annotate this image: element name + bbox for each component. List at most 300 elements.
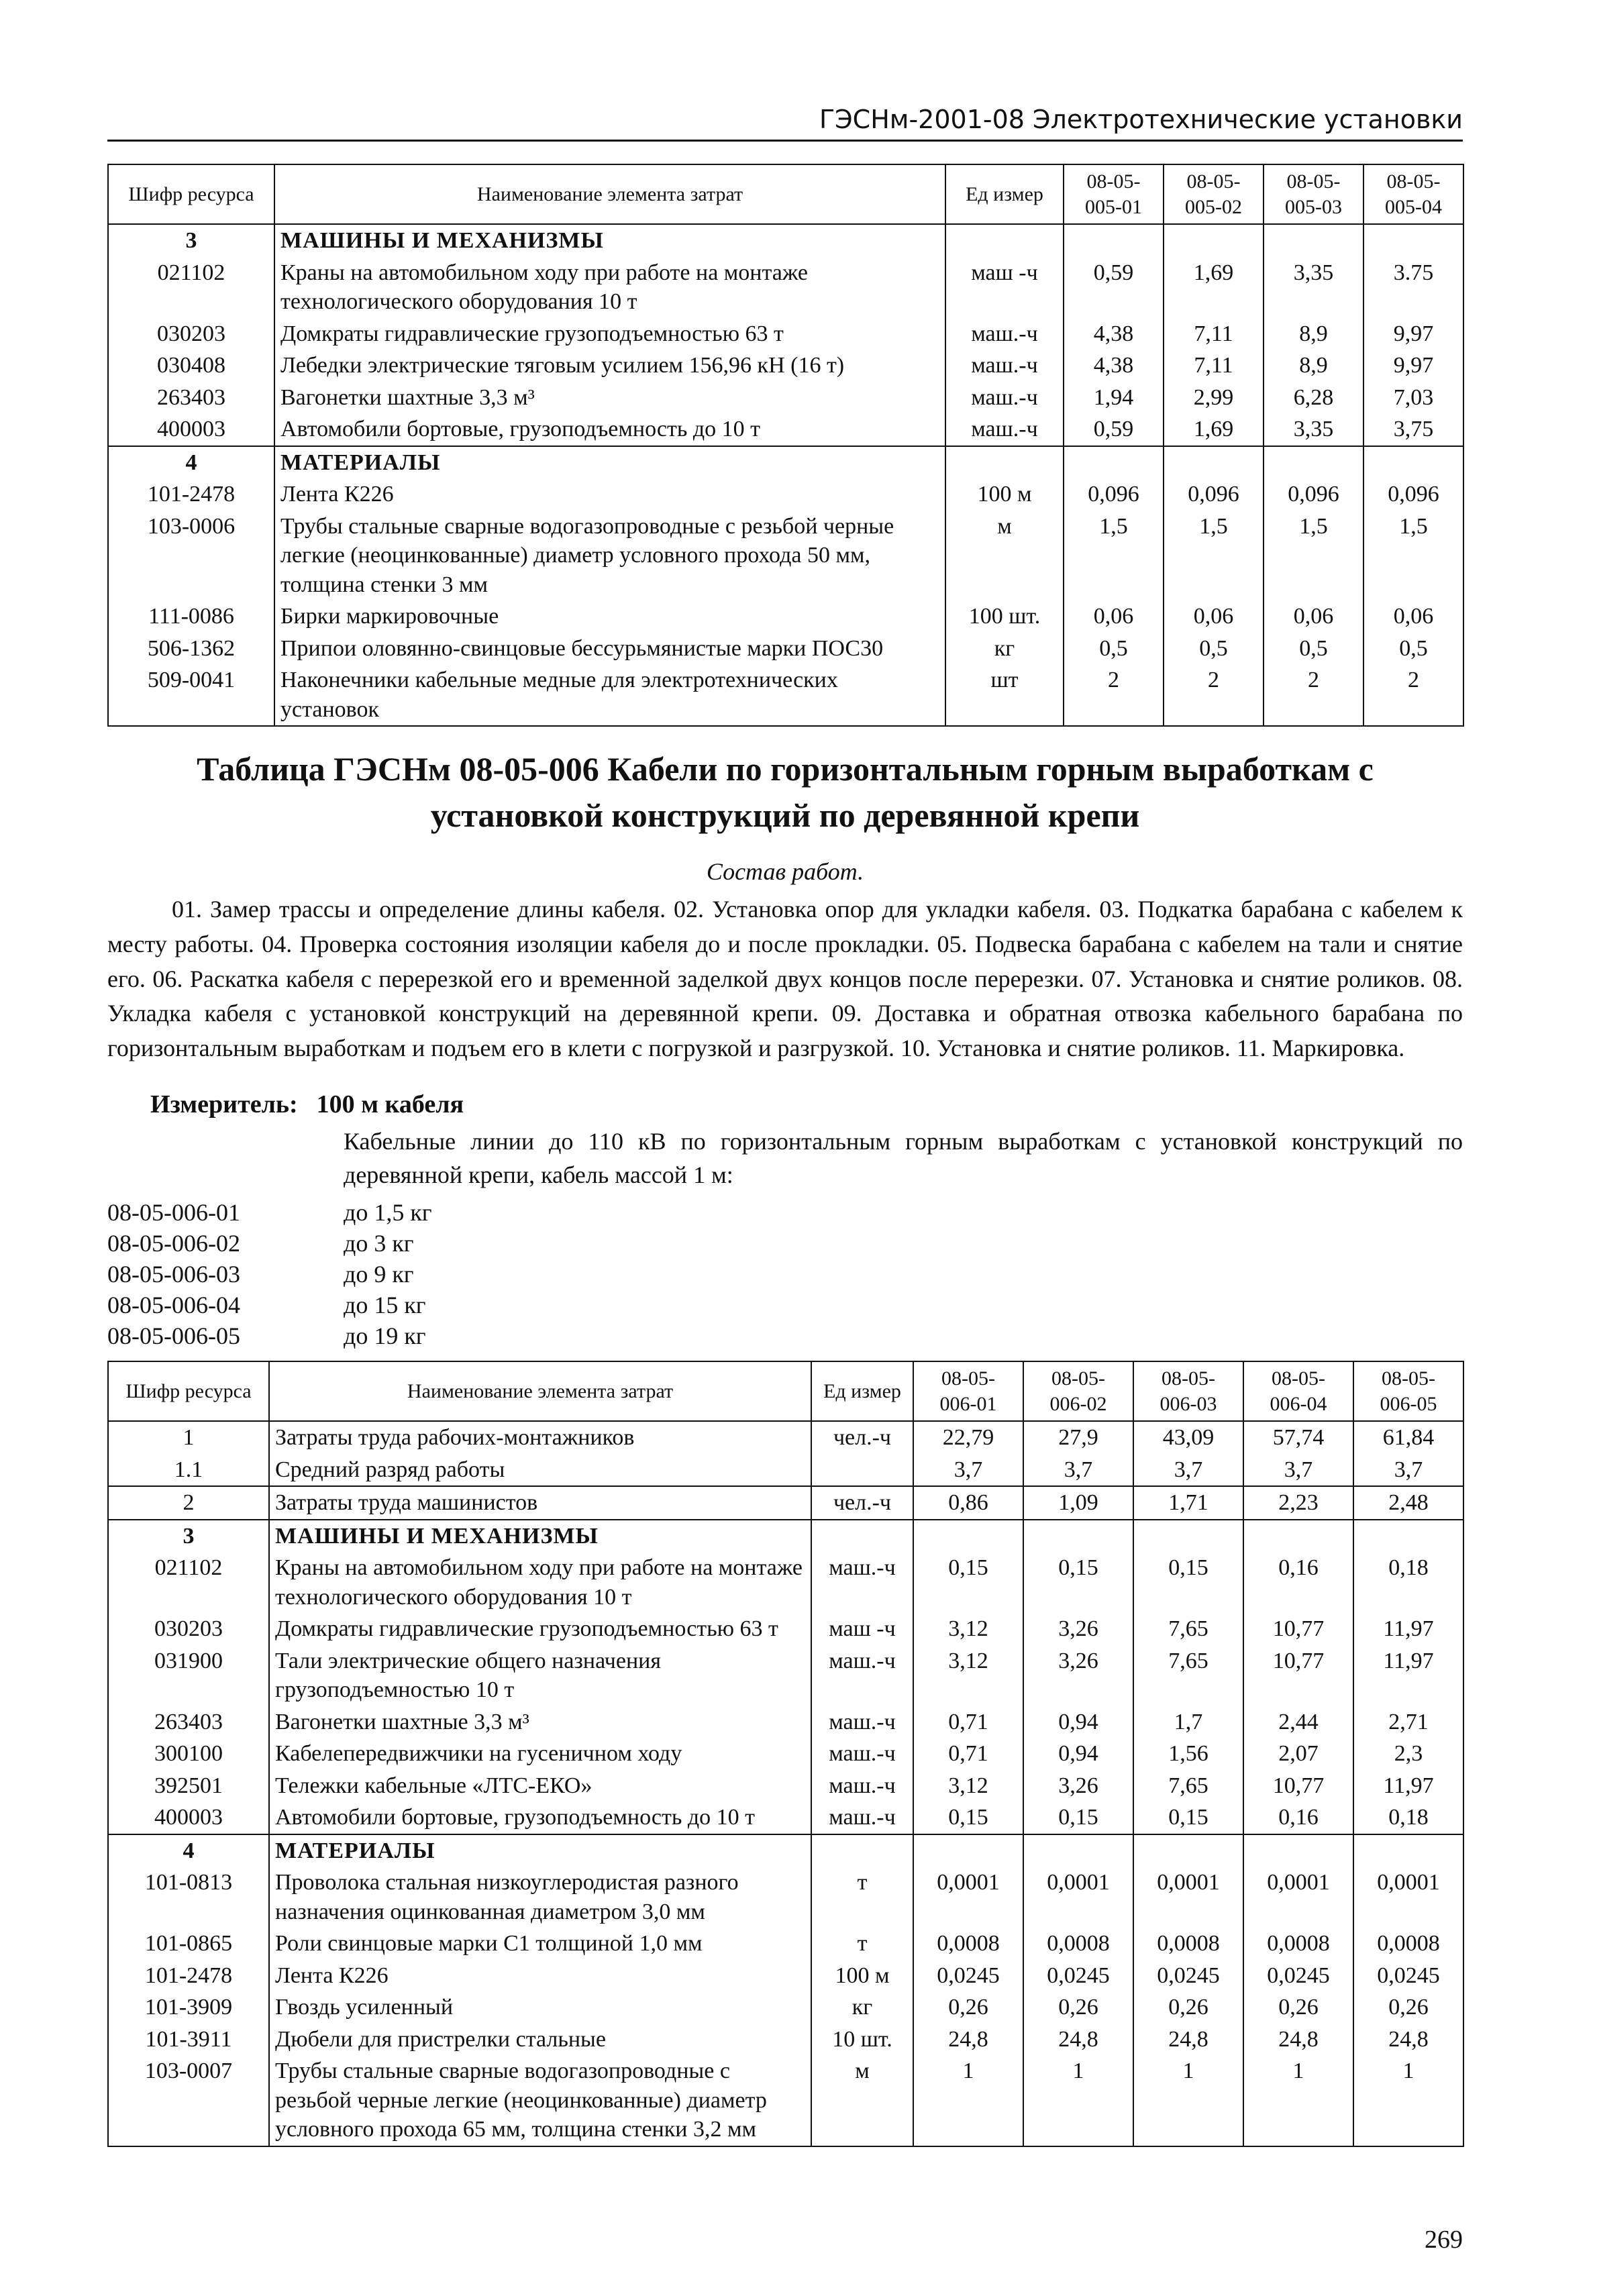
cost-element-name-cell: Тележки кабельные «ЛТС-ЕКО» [269, 1770, 811, 1802]
variant-text: до 15 кг [344, 1292, 426, 1318]
norm-value-cell [1164, 224, 1264, 257]
norm-value-cell: 1 [913, 2055, 1023, 2146]
cost-element-name-cell: Средний разряд работы [269, 1454, 811, 1487]
norm-value-cell: 0,18 [1353, 1802, 1463, 1834]
norm-value-cell [913, 1834, 1023, 1867]
norm-value-cell: 0,06 [1363, 601, 1463, 633]
unit-cell [945, 446, 1064, 479]
unit-cell: маш.-ч [945, 382, 1064, 414]
unit-cell: маш.-ч [945, 318, 1064, 350]
variant-code: 08-05-006-05 [107, 1322, 240, 1349]
column-header: Наименование элемента затрат [274, 164, 945, 224]
table-row [108, 478, 1463, 511]
norm-value-cell: 0,26 [1243, 1991, 1353, 2024]
norm-value-cell [1264, 446, 1363, 479]
column-header: 08-05- 005-04 [1363, 164, 1463, 224]
unit-cell: 100 м [945, 478, 1064, 511]
unit-cell [811, 1520, 913, 1553]
norm-value-cell: 0,86 [913, 1486, 1023, 1520]
unit-cell: маш -ч [811, 1613, 913, 1645]
norm-value-cell: 1,5 [1164, 511, 1264, 601]
unit-cell: маш.-ч [811, 1802, 913, 1834]
norm-value-cell: 0,15 [913, 1802, 1023, 1834]
variant-item [107, 1228, 414, 1259]
norm-value-cell: 0,26 [913, 1991, 1023, 2024]
cost-element-name-cell: Затраты труда рабочих-монтажников [269, 1421, 811, 1454]
norm-value-cell: 2 [1064, 664, 1164, 726]
measure-value: 100 м кабеля [316, 1090, 464, 1118]
cost-element-name-cell: Трубы стальные сварные водогазопроводные с резьбой черные легкие (неоцинкованные) диаметр условного прохода 65 мм, толщина стенки 3,2 мм [269, 2055, 811, 2146]
norm-value-cell [1133, 1834, 1243, 1867]
unit-cell: маш.-ч [811, 1706, 913, 1738]
norm-value-cell: 11,97 [1353, 1613, 1463, 1645]
unit-cell: чел.-ч [811, 1486, 913, 1520]
norm-value-cell: 0,0008 [1133, 1928, 1243, 1960]
norm-value-cell: 27,9 [1023, 1421, 1133, 1454]
norm-value-cell: 2,71 [1353, 1706, 1463, 1738]
cost-element-name-cell: МАТЕРИАЛЫ [274, 446, 945, 479]
norm-value-cell: 24,8 [1133, 2024, 1243, 2056]
cost-element-name-cell: Лента К226 [269, 1960, 811, 1992]
cost-element-name-cell: Затраты труда машинистов [269, 1486, 811, 1520]
norm-value-cell: 2,07 [1243, 1738, 1353, 1770]
resource-code-cell: 2 [108, 1486, 269, 1520]
norm-value-cell: 0,26 [1133, 1991, 1243, 2024]
norm-value-cell: 0,15 [1133, 1552, 1243, 1613]
norm-value-cell: 3,12 [913, 1770, 1023, 1802]
resource-code-cell: 021102 [108, 1552, 269, 1613]
resource-code-cell: 101-2478 [108, 478, 274, 511]
unit-cell: т [811, 1867, 913, 1928]
column-header: Ед измер [811, 1361, 913, 1421]
resource-code-cell: 030408 [108, 350, 274, 382]
norm-value-cell: 57,74 [1243, 1421, 1353, 1454]
resource-table-005 [107, 164, 1464, 727]
resource-code-cell: 101-0865 [108, 1928, 269, 1960]
resource-code-cell: 506-1362 [108, 633, 274, 665]
norm-value-cell: 3,12 [913, 1645, 1023, 1706]
norm-value-cell: 0,0001 [1353, 1867, 1463, 1928]
norm-value-cell [1353, 1520, 1463, 1553]
unit-cell: м [811, 2055, 913, 2146]
norm-value-cell [1023, 1520, 1133, 1553]
section-row [108, 1520, 1463, 1553]
table-row [108, 1706, 1463, 1738]
table-row [108, 601, 1463, 633]
work-composition-text: 01. Замер трассы и определение длины кабеля. 02. Установка опор для укладки кабеля. 03. Подкатка барабана с кабелем к месту работы. 04. Проверка состояния изоляции кабеля до и после прокладки. 05. Подвеска барабана с кабелем на тали и снятие его. 06. Раскатка кабеля с перерезкой его и временной заделкой двух концов после перерезки. 07. Установка и снятие роликов. 08. Укладка кабеля с установкой конструкций на деревянной крепи. 09. Доставка и обратная отвозка кабельного барабана по горизонтальным выработкам и подъем его в клети с погрузкой и разгрузкой. 10. Установка и снятие роликов. 11. Маркировка. [107, 896, 1463, 1062]
norm-value-cell [1064, 446, 1164, 479]
section-row [108, 446, 1463, 479]
norm-value-cell: 1 [1243, 2055, 1353, 2146]
norm-value-cell: 43,09 [1133, 1421, 1243, 1454]
section-row [108, 224, 1463, 257]
cost-element-name-cell: Кабелепередвижчики на гусеничном ходу [269, 1738, 811, 1770]
norm-value-cell: 3,12 [913, 1613, 1023, 1645]
norm-value-cell [1243, 1834, 1353, 1867]
unit-cell [811, 1834, 913, 1867]
page-header [107, 99, 1463, 142]
work-composition-heading: Состав работ. [706, 858, 864, 885]
cost-element-name-cell: Домкраты гидравлические грузоподъемностью 63 т [274, 318, 945, 350]
cost-element-name-cell: Лебедки электрические тяговым усилием 156,96 кН (16 т) [274, 350, 945, 382]
norm-value-cell: 10,77 [1243, 1613, 1353, 1645]
norm-value-cell: 0,59 [1064, 257, 1164, 318]
norm-value-cell [1164, 446, 1264, 479]
norm-value-cell: 3,26 [1023, 1645, 1133, 1706]
variant-item [107, 1259, 414, 1290]
norm-value-cell: 0,5 [1264, 633, 1363, 665]
unit-cell: маш.-ч [945, 413, 1064, 446]
norm-value-cell: 0,096 [1264, 478, 1363, 511]
table-row [108, 257, 1463, 318]
resource-code-cell: 101-3909 [108, 1991, 269, 2024]
table-row [108, 1802, 1463, 1834]
norm-value-cell: 11,97 [1353, 1645, 1463, 1706]
norm-value-cell [1064, 224, 1164, 257]
page-number: 269 [1425, 2226, 1463, 2254]
norm-value-cell: 1,5 [1363, 511, 1463, 601]
section-row [108, 1834, 1463, 1867]
norm-value-cell: 0,0245 [1243, 1960, 1353, 1992]
unit-cell: т [811, 1928, 913, 1960]
variant-text: до 9 кг [344, 1261, 414, 1288]
resource-code-cell: 021102 [108, 257, 274, 318]
norm-value-cell: 2 [1264, 664, 1363, 726]
cost-element-name-cell: Автомобили бортовые, грузоподъемность до 10 т [274, 413, 945, 446]
column-header: 08-05- 006-03 [1133, 1361, 1243, 1421]
resource-code-cell: 030203 [108, 1613, 269, 1645]
table-row [108, 1552, 1463, 1613]
norm-value-cell [1264, 224, 1363, 257]
unit-cell: маш.-ч [811, 1770, 913, 1802]
norm-value-cell: 7,11 [1164, 318, 1264, 350]
unit-cell: маш.-ч [811, 1552, 913, 1613]
cost-element-name-cell: Роли свинцовые марки С1 толщиной 1,0 мм [269, 1928, 811, 1960]
norm-value-cell: 0,0245 [1133, 1960, 1243, 1992]
variant-code: 08-05-006-04 [107, 1292, 240, 1318]
norm-value-cell: 7,65 [1133, 1770, 1243, 1802]
column-header: 08-05- 006-05 [1353, 1361, 1463, 1421]
norm-value-cell: 11,97 [1353, 1770, 1463, 1802]
norm-value-cell: 9,97 [1363, 318, 1463, 350]
norm-value-cell: 0,06 [1264, 601, 1363, 633]
resource-code-cell: 103-0007 [108, 2055, 269, 2146]
resource-code-cell: 263403 [108, 1706, 269, 1738]
norm-value-cell: 4,38 [1064, 318, 1164, 350]
norm-value-cell: 0,59 [1064, 413, 1164, 446]
norm-value-cell: 24,8 [1243, 2024, 1353, 2056]
norm-value-cell: 2,23 [1243, 1486, 1353, 1520]
norm-value-cell: 0,94 [1023, 1738, 1133, 1770]
norm-value-cell: 0,5 [1164, 633, 1264, 665]
norm-value-cell: 3,26 [1023, 1770, 1133, 1802]
table-row [108, 2055, 1463, 2146]
norm-value-cell: 0,0008 [1243, 1928, 1353, 1960]
cost-element-name-cell: Тали электрические общего назначения грузоподъемностью 10 т [269, 1645, 811, 1706]
norm-value-cell: 61,84 [1353, 1421, 1463, 1454]
norm-value-cell: 3,35 [1264, 257, 1363, 318]
variant-code: 08-05-006-02 [107, 1230, 240, 1257]
norm-value-cell: 0,94 [1023, 1706, 1133, 1738]
cost-element-name-cell: Бирки маркировочные [274, 601, 945, 633]
norm-value-cell: 3,7 [1023, 1454, 1133, 1487]
norm-value-cell: 10,77 [1243, 1645, 1353, 1706]
norm-value-cell: 0,71 [913, 1738, 1023, 1770]
cost-element-name-cell: Припои оловянно-свинцовые бессурьмянистые марки ПОС30 [274, 633, 945, 665]
norm-value-cell: 1 [1023, 2055, 1133, 2146]
table-row [108, 413, 1463, 446]
table-row [108, 1991, 1463, 2024]
norm-value-cell: 0,16 [1243, 1552, 1353, 1613]
table-row [108, 1454, 1463, 1487]
table-row [108, 511, 1463, 601]
norm-value-cell: 3,75 [1363, 413, 1463, 446]
table-row [108, 1421, 1463, 1454]
unit-cell: кг [811, 1991, 913, 2024]
norm-value-cell: 7,11 [1164, 350, 1264, 382]
table-row [108, 1486, 1463, 1520]
cost-element-name-cell: МАШИНЫ И МЕХАНИЗМЫ [269, 1520, 811, 1553]
norm-value-cell: 24,8 [1353, 2024, 1463, 2056]
norm-value-cell: 0,0008 [913, 1928, 1023, 1960]
norm-value-cell: 1,5 [1264, 511, 1363, 601]
norm-value-cell: 0,26 [1023, 1991, 1133, 2024]
table-row [108, 382, 1463, 414]
table-row [108, 1770, 1463, 1802]
norm-value-cell: 24,8 [1023, 2024, 1133, 2056]
norm-value-cell [1363, 446, 1463, 479]
table-row [108, 664, 1463, 726]
cost-element-name-cell: Автомобили бортовые, грузоподъемность до 10 т [269, 1802, 811, 1834]
norm-description: Кабельные линии до 110 кВ по горизонтальным горным выработкам с установкой конструкций по деревянной крепи, кабель массой 1 м: [344, 1128, 1463, 1189]
norm-value-cell: 1,09 [1023, 1486, 1133, 1520]
norm-value-cell: 24,8 [913, 2024, 1023, 2056]
resource-code-cell: 101-0813 [108, 1867, 269, 1928]
variant-code: 08-05-006-01 [107, 1199, 240, 1226]
unit-cell: маш -ч [945, 257, 1064, 318]
table-row [108, 633, 1463, 665]
unit-cell: 100 м [811, 1960, 913, 1992]
norm-value-cell: 3,7 [1133, 1454, 1243, 1487]
resource-code-cell: 4 [108, 1834, 269, 1867]
norm-value-cell: 8,9 [1264, 318, 1363, 350]
norm-value-cell: 3,35 [1264, 413, 1363, 446]
norm-value-cell: 1,69 [1164, 257, 1264, 318]
resource-code-cell: 111-0086 [108, 601, 274, 633]
table-row [108, 318, 1463, 350]
column-header: Шифр ресурса [108, 164, 274, 224]
unit-cell: 100 шт. [945, 601, 1064, 633]
unit-cell: шт [945, 664, 1064, 726]
unit-cell [945, 224, 1064, 257]
variant-text: до 19 кг [344, 1322, 426, 1349]
cost-element-name-cell: Лента К226 [274, 478, 945, 511]
norm-value-cell: 3,7 [1353, 1454, 1463, 1487]
norm-value-cell: 3,7 [913, 1454, 1023, 1487]
resource-code-cell: 101-2478 [108, 1960, 269, 1992]
norm-value-cell: 0,0245 [913, 1960, 1023, 1992]
resource-code-cell: 263403 [108, 382, 274, 414]
resource-code-cell: 1 [108, 1421, 269, 1454]
cost-element-name-cell: Наконечники кабельные медные для электротехнических установок [274, 664, 945, 726]
norm-value-cell: 0,71 [913, 1706, 1023, 1738]
norm-value-cell: 0,15 [1133, 1802, 1243, 1834]
norm-value-cell: 0,06 [1164, 601, 1264, 633]
column-header: Ед измер [945, 164, 1064, 224]
norm-value-cell: 0,096 [1363, 478, 1463, 511]
norm-value-cell: 8,9 [1264, 350, 1363, 382]
unit-cell: чел.-ч [811, 1421, 913, 1454]
norm-value-cell: 0,15 [1023, 1552, 1133, 1613]
norm-value-cell: 1,5 [1064, 511, 1164, 601]
column-header: 08-05- 005-03 [1264, 164, 1363, 224]
unit-cell: м [945, 511, 1064, 601]
norm-value-cell: 9,97 [1363, 350, 1463, 382]
variant-text: до 1,5 кг [344, 1199, 432, 1226]
resource-code-cell: 031900 [108, 1645, 269, 1706]
norm-value-cell: 2,48 [1353, 1486, 1463, 1520]
norm-value-cell: 0,0008 [1353, 1928, 1463, 1960]
resource-table-006 [107, 1361, 1464, 2147]
norm-value-cell [1363, 224, 1463, 257]
resource-code-cell: 400003 [108, 413, 274, 446]
column-header: 08-05- 005-02 [1164, 164, 1264, 224]
resource-code-cell: 103-0006 [108, 511, 274, 601]
unit-cell: маш.-ч [811, 1738, 913, 1770]
variant-item [107, 1320, 426, 1351]
cost-element-name-cell: Домкраты гидравлические грузоподъемностью 63 т [269, 1613, 811, 1645]
resource-code-cell: 300100 [108, 1738, 269, 1770]
norm-value-cell: 2,44 [1243, 1706, 1353, 1738]
norm-value-cell: 0,0001 [1243, 1867, 1353, 1928]
norm-value-cell: 0,16 [1243, 1802, 1353, 1834]
table-row [108, 1738, 1463, 1770]
norm-value-cell: 1,7 [1133, 1706, 1243, 1738]
norm-value-cell: 6,28 [1264, 382, 1363, 414]
resource-code-cell: 030203 [108, 318, 274, 350]
norm-value-cell: 0,06 [1064, 601, 1164, 633]
resource-code-cell: 4 [108, 446, 274, 479]
norm-value-cell: 1,69 [1164, 413, 1264, 446]
unit-cell: маш.-ч [811, 1645, 913, 1706]
column-header: 08-05- 006-02 [1023, 1361, 1133, 1421]
unit-cell: маш.-ч [945, 350, 1064, 382]
resource-code-cell: 101-3911 [108, 2024, 269, 2056]
resource-code-cell: 400003 [108, 1802, 269, 1834]
cost-element-name-cell: МАТЕРИАЛЫ [269, 1834, 811, 1867]
norm-value-cell: 1 [1133, 2055, 1243, 2146]
cost-element-name-cell: Гвоздь усиленный [269, 1991, 811, 2024]
variant-item [107, 1197, 432, 1228]
norm-value-cell: 2,3 [1353, 1738, 1463, 1770]
table-row [108, 1613, 1463, 1645]
norm-value-cell: 0,0008 [1023, 1928, 1133, 1960]
table-row [108, 1867, 1463, 1928]
norm-value-cell: 0,15 [1023, 1802, 1133, 1834]
norm-value-cell: 22,79 [913, 1421, 1023, 1454]
cost-element-name-cell: Вагонетки шахтные 3,3 м³ [274, 382, 945, 414]
measure-line [150, 1090, 482, 1119]
norm-value-cell: 0,15 [913, 1552, 1023, 1613]
resource-code-cell: 392501 [108, 1770, 269, 1802]
cost-element-name-cell: Проволока стальная низкоуглеродистая разного назначения оцинкованная диаметром 3,0 мм [269, 1867, 811, 1928]
resource-code-cell: 3 [108, 224, 274, 257]
column-header: 08-05- 006-01 [913, 1361, 1023, 1421]
norm-value-cell: 7,03 [1363, 382, 1463, 414]
table-title: Таблица ГЭСНм 08-05-006 Кабели по горизонтальным горным выработкам с установкой конструкций по деревянной крепи [197, 750, 1374, 834]
norm-value-cell: 0,096 [1164, 478, 1264, 511]
norm-value-cell: 3,7 [1243, 1454, 1353, 1487]
cost-element-name-cell: Краны на автомобильном ходу при работе на монтаже технологического оборудования 10 т [274, 257, 945, 318]
norm-value-cell [1353, 1834, 1463, 1867]
norm-value-cell: 0,5 [1363, 633, 1463, 665]
column-header: Наименование элемента затрат [269, 1361, 811, 1421]
measure-label: Измеритель: [150, 1090, 298, 1118]
unit-cell [811, 1454, 913, 1487]
norm-value-cell: 3.75 [1363, 257, 1463, 318]
norm-value-cell: 0,18 [1353, 1552, 1463, 1613]
norm-value-cell: 3,26 [1023, 1613, 1133, 1645]
cost-element-name-cell: Вагонетки шахтные 3,3 м³ [269, 1706, 811, 1738]
norm-value-cell: 0,0245 [1023, 1960, 1133, 1992]
column-header: Шифр ресурса [108, 1361, 269, 1421]
norm-value-cell: 7,65 [1133, 1613, 1243, 1645]
norm-value-cell: 0,5 [1064, 633, 1164, 665]
variant-text: до 3 кг [344, 1230, 414, 1257]
norm-value-cell: 7,65 [1133, 1645, 1243, 1706]
norm-value-cell: 10,77 [1243, 1770, 1353, 1802]
cost-element-name-cell: МАШИНЫ И МЕХАНИЗМЫ [274, 224, 945, 257]
norm-value-cell: 0,0245 [1353, 1960, 1463, 1992]
column-header: 08-05- 005-01 [1064, 164, 1164, 224]
cost-element-name-cell: Дюбели для пристрелки стальные [269, 2024, 811, 2056]
variant-item [107, 1290, 426, 1320]
column-header: 08-05- 006-04 [1243, 1361, 1353, 1421]
norm-value-cell: 2 [1164, 664, 1264, 726]
norm-value-cell [1243, 1520, 1353, 1553]
norm-value-cell: 0,0001 [913, 1867, 1023, 1928]
norm-value-cell: 1 [1353, 2055, 1463, 2146]
page-header-title: ГЭСНм-2001-08 Электротехнические установки [819, 105, 1463, 134]
norm-value-cell [1133, 1520, 1243, 1553]
norm-value-cell [1023, 1834, 1133, 1867]
variant-code: 08-05-006-03 [107, 1261, 240, 1288]
unit-cell: кг [945, 633, 1064, 665]
cost-element-name-cell: Трубы стальные сварные водогазопроводные с резьбой черные легкие (неоцинкованные) диаметр условного прохода 50 мм, толщина стенки 3 мм [274, 511, 945, 601]
unit-cell: 10 шт. [811, 2024, 913, 2056]
norm-value-cell: 0,26 [1353, 1991, 1463, 2024]
norm-value-cell: 2,99 [1164, 382, 1264, 414]
table-row [108, 2024, 1463, 2056]
norm-value-cell: 1,94 [1064, 382, 1164, 414]
table-row [108, 1960, 1463, 1992]
norm-value-cell: 1,56 [1133, 1738, 1243, 1770]
table-row [108, 350, 1463, 382]
norm-value-cell: 4,38 [1064, 350, 1164, 382]
resource-code-cell: 509-0041 [108, 664, 274, 726]
norm-value-cell: 2 [1363, 664, 1463, 726]
norm-value-cell: 0,0001 [1133, 1867, 1243, 1928]
norm-value-cell: 1,71 [1133, 1486, 1243, 1520]
cost-element-name-cell: Краны на автомобильном ходу при работе на монтаже технологического оборудования 10 т [269, 1552, 811, 1613]
norm-value-cell: 0,0001 [1023, 1867, 1133, 1928]
table-row [108, 1928, 1463, 1960]
table-row [108, 1645, 1463, 1706]
resource-code-cell: 3 [108, 1520, 269, 1553]
resource-code-cell: 1.1 [108, 1454, 269, 1487]
norm-value-cell [913, 1520, 1023, 1553]
norm-value-cell: 0,096 [1064, 478, 1164, 511]
